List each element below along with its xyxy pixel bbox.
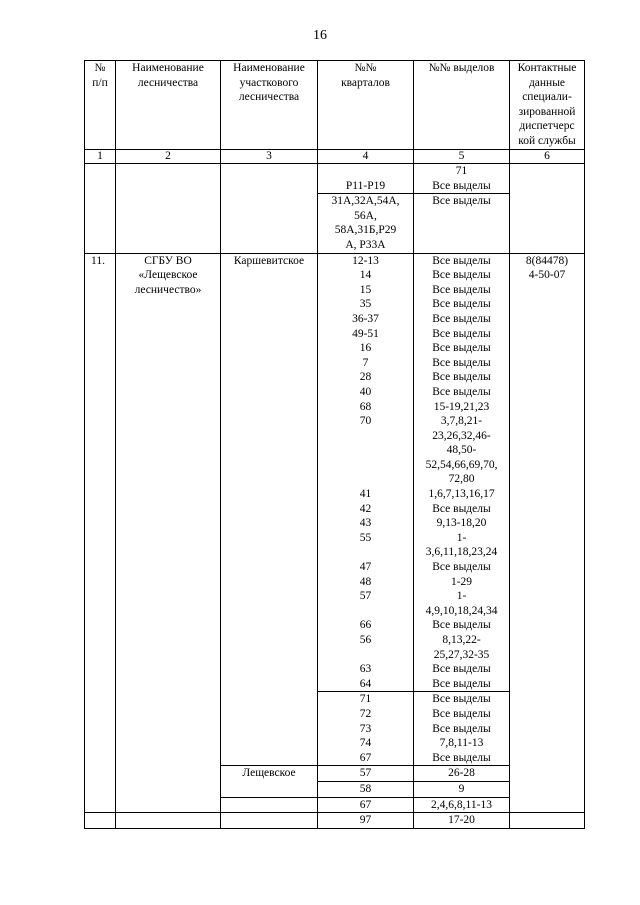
header-quarters: №№ кварталов	[318, 61, 414, 150]
cell-empty	[221, 164, 318, 254]
quarters-cell: 58	[318, 781, 414, 797]
sections-cell: 71 Все выделы	[414, 164, 510, 194]
column-number-row	[85, 150, 585, 164]
table-header-row	[85, 61, 585, 150]
contact-phone: 8(84478) 4-50-07	[510, 253, 585, 813]
column-number: 3	[221, 150, 318, 164]
sections-cell: Все выделы Все выделы Все выделы Все выделы Все выделы Все выделы Все выделы Все выделы Все выделы Все выделы 15-19,21,23 3,7,8,21- 23,26,32,46- 48,50- 52,54,66,69,70, 72,80 1,6,7,13,16,17 Все выделы 9,13-18,20 1- 3,6,11,18,23,24 Все выделы 1-29 1- 4,9,10,18,24,34 Все выделы 8,13,22- 25,27,32-35 Все выделы Все выделы	[414, 253, 510, 692]
cell-empty	[221, 797, 318, 813]
forestry-name: СГБУ ВО «Лещевское лесничество»	[116, 253, 221, 813]
header-contacts: Контактные данные специали- зированной диспетчерс кой службы	[510, 61, 585, 150]
sections-cell: 9	[414, 781, 510, 797]
table-row	[85, 813, 585, 829]
district-name: Каршевитское	[221, 253, 318, 766]
sections-cell: 26-28	[414, 766, 510, 782]
header-sections: №№ выделов	[414, 61, 510, 150]
header-number: № п/п	[85, 61, 116, 150]
quarters-cell: Р11-Р19	[318, 164, 414, 194]
cell-empty	[510, 813, 585, 829]
quarters-cell: 97	[318, 813, 414, 829]
quarters-cell: 67	[318, 797, 414, 813]
column-number: 4	[318, 150, 414, 164]
table-row	[85, 253, 585, 692]
column-number: 2	[116, 150, 221, 164]
forestry-table	[84, 60, 585, 829]
cell-empty	[116, 164, 221, 254]
header-district-name: Наименование участкового лесничества	[221, 61, 318, 150]
sections-cell: 2,4,6,8,11-13	[414, 797, 510, 813]
column-number: 5	[414, 150, 510, 164]
page-number: 16	[313, 28, 327, 43]
sections-cell: Все выделы	[414, 194, 510, 253]
header-forestry-name: Наименование лесничества	[116, 61, 221, 150]
cell-empty	[116, 813, 221, 829]
cell-empty	[221, 813, 318, 829]
cell-empty	[510, 164, 585, 254]
sections-cell: Все выделы Все выделы Все выделы 7,8,11-13 Все выделы	[414, 692, 510, 766]
table-row	[85, 164, 585, 194]
sections-cell: 17-20	[414, 813, 510, 829]
entry-number: 11.	[85, 253, 116, 813]
column-number: 6	[510, 150, 585, 164]
quarters-cell: 57	[318, 766, 414, 782]
district-name: Лещевское	[221, 766, 318, 797]
quarters-cell: 12-13 14 15 35 36-37 49-51 16 7 28 40 68 70 41 42 43 55 47 48 57 66 56 63 64	[318, 253, 414, 692]
quarters-cell: 71 72 73 74 67	[318, 692, 414, 766]
cell-empty	[85, 813, 116, 829]
quarters-cell: 31А,32А,54А, 56А, 58А,31Б,Р29 А, Р33А	[318, 194, 414, 253]
cell-empty	[85, 164, 116, 254]
column-number: 1	[85, 150, 116, 164]
